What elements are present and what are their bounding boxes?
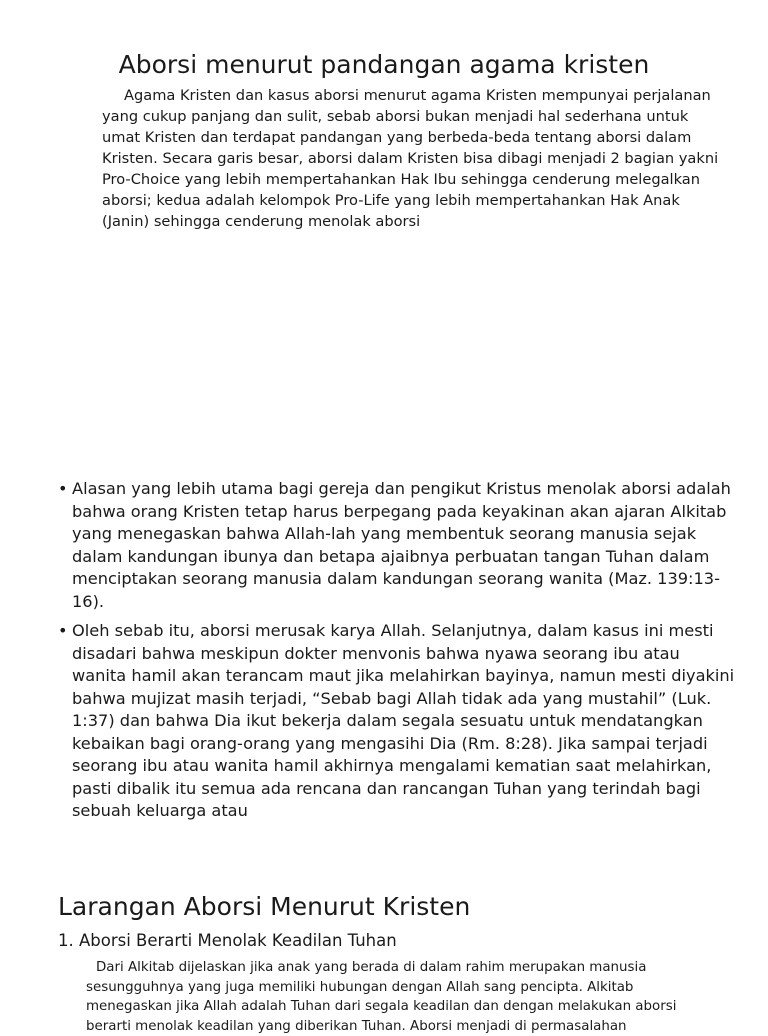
bullet-item: [58, 620, 738, 823]
bullet-item: [58, 478, 738, 613]
slide-title: Aborsi menurut pandangan agama kristen: [118, 50, 650, 79]
bullet-icon: •: [58, 479, 68, 498]
body-paragraph: Dari Alkitab dijelaskan jika anak yang berada di dalam rahim merupakan manusia sesungguhnya yang juga memiliki hubungan dengan Allah sang pencipta. Alkitab menegaskan jika Allah adalah Tuhan dari segala keadilan dan dengan melakukan aborsi berarti menolak keadilan yang diberikan Tuhan. Aborsi menjadi di permasalahan: [86, 960, 677, 1034]
slide-prohibition: [0, 880, 768, 1034]
slide-title: Larangan Aborsi Menurut Kristen: [58, 892, 471, 921]
bullet-text: Alasan yang lebih utama bagi gereja dan pengikut Kristus menolak aborsi adalah bahwa orang Kristen tetap harus berpegang pada keyakinan akan ajaran Alkitab yang menegaskan bahwa Allah-lah yang membentuk seorang manusia sejak dalam kandungan ibunya dan betapa ajaibnya perbuatan tangan Tuhan dalam menciptakan seorang manusia dalam kandungan seorang wanita (Maz. 139:13-16).: [72, 479, 731, 611]
slide-intro: [0, 0, 768, 300]
intro-paragraph: Agama Kristen dan kasus aborsi menurut agama Kristen mempunyai perjalanan yang cukup panjang dan sulit, sebab aborsi bukan menjadi hal sederhana untuk umat Kristen dan terdapat pandangan yang berbeda-beda tentang aborsi dalam Kristen. Secara garis besar, aborsi dalam Kristen bisa dibagi menjadi 2 bagian yakni Pro-Choice yang lebih mempertahankan Hak Ibu sehingga cenderung melegalkan aborsi; kedua adalah kelompok Pro-Life yang lebih mempertahankan Hak Anak (Janin) sehingga cenderung menolak aborsi: [102, 87, 719, 230]
bullet-list: [58, 478, 738, 830]
section-subheading: 1. Aborsi Berarti Menolak Keadilan Tuhan: [58, 931, 397, 950]
bullet-icon: •: [58, 621, 68, 640]
slide-reasons: [0, 440, 768, 840]
bullet-text: Oleh sebab itu, aborsi merusak karya Allah. Selanjutnya, dalam kasus ini mesti disadari bahwa meskipun dokter menvonis bahwa nyawa seorang ibu atau wanita hamil akan terancam maut jika melahirkan bayinya, namun mesti diyakini bahwa mujizat masih terjadi, “Sebab bagi Allah tidak ada yang mustahil” (Luk. 1:37) dan bahwa Dia ikut bekerja dalam segala sesuatu untuk mendatangkan kebaikan bagi orang-orang yang mengasihi Dia (Rm. 8:28). Jika sampai terjadi seorang ibu atau wanita hamil akhirnya mengalami kematian saat melahirkan, pasti dibalik itu semua ada rencana dan rancangan Tuhan yang terindah bagi sebuah keluarga atau: [72, 621, 735, 820]
